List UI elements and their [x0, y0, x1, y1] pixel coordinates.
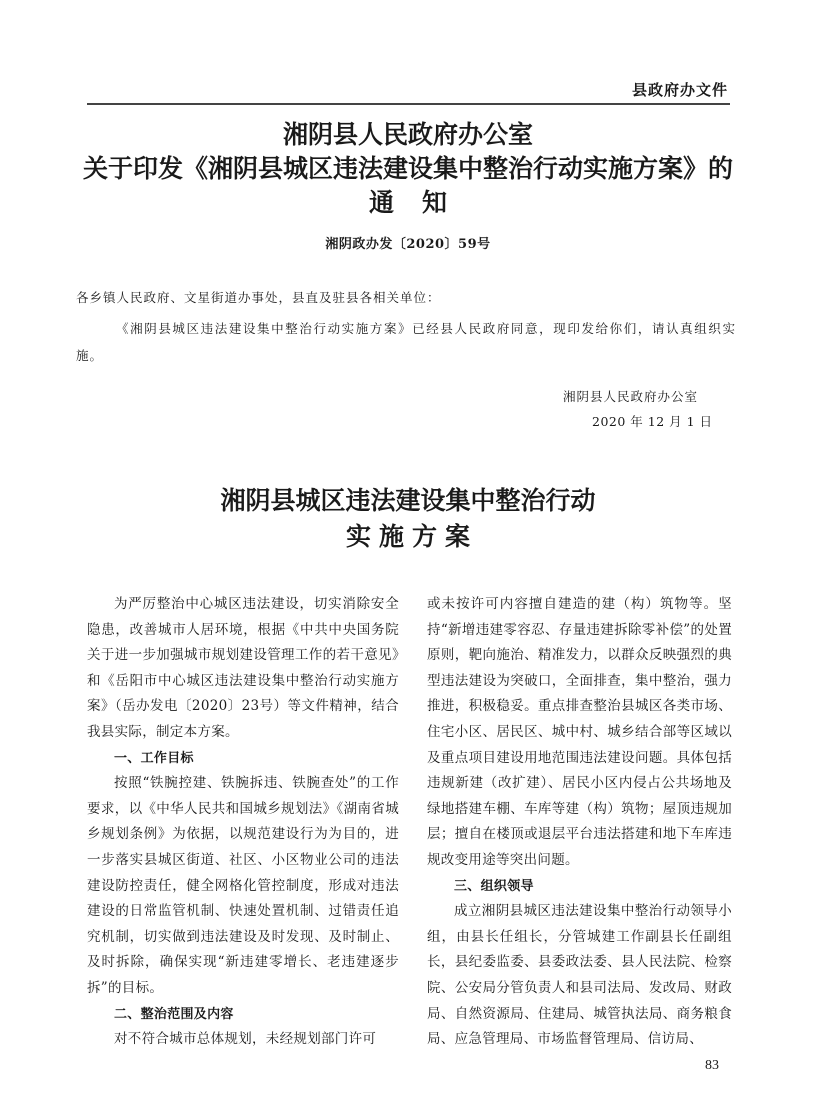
- notice-title: [0, 118, 816, 220]
- plan-title-line-2: 实施方案: [345, 522, 478, 551]
- notice-body: 《湘阴县城区违法建设集中整治行动实施方案》已经县人民政府同意，现印发给你们，请认真组织实施。: [76, 321, 736, 363]
- running-header: 县政府办文件: [631, 81, 728, 99]
- recipients: 各乡镇人民政府、文星街道办事处，县直及驻县各相关单位：: [76, 290, 441, 305]
- document-number: 湘阴政办发〔2020〕59号: [325, 237, 491, 252]
- plan-intro-paragraph: 为严厉整治中心城区违法建设，切实消除安全隐患，改善城市人居环境，根据《中共中央国务院关于进一步加强城市规划建设管理工作的若干意见》和《岳阳市中心城区违法建设集中整治行动实施方案》（岳办发电〔2020〕23号）等文件精神，结合我县实际，制定本方案。: [87, 596, 399, 740]
- section-heading-work-goals: 一、工作目标: [114, 750, 194, 766]
- plan-title-line-1: 湘阴县城区违法建设集中整治行动: [220, 486, 596, 515]
- section-heading-leadership: 三、组织领导: [454, 878, 534, 894]
- section-heading-scope: 二、整治范围及内容: [114, 1006, 234, 1022]
- section-paragraph-leadership: 成立湘阴县城区违法建设集中整治行动领导小组，由县长任组长，分管城建工作副县长任副组长，县纪委监委、县委政法委、县人民法院、检察院、公安局分管负责人和县司法局、发改局、财政局、自然资源局、住建局、城管执法局、商务粮食局、应急管理局、市场监督管理局、信访局、: [427, 903, 732, 1048]
- signature-organization: 湘阴县人民政府办公室: [563, 389, 699, 404]
- right-column: [427, 592, 732, 1053]
- left-column: [87, 592, 399, 1053]
- notice-title-line-2: 关于印发《湘阴县城区违法建设集中整治行动实施方案》的: [82, 154, 733, 183]
- plan-title: [0, 483, 816, 555]
- section-paragraph-scope-continued: 或未按许可内容擅自建造的建（构）筑物等。坚持“新增违建零容忍、存量违建拆除零补偿”的处置原则，靶向施治、精准发力，以群众反映强烈的典型违法建设为突破口，全面排查，集中整治，强力推进，积极稳妥。重点排查整治县城区各类市场、住宅小区、居民区、城中村、城乡结合部等区域以及重点项目建设用地范围违法建设问题。具体包括违规新建（改扩建）、居民小区内侵占公共场地及绿地搭建车棚、车库等建（构）筑物；屋顶违规加层；擅自在楼顶或退层平台违法搭建和地下车库违规改变用途等突出问题。: [427, 596, 732, 868]
- page-number: 83: [705, 1058, 719, 1073]
- section-paragraph-scope-start: 对不符合城市总体规划，未经规划部门许可: [114, 1031, 377, 1048]
- signature-date: 2020 年 12 月 1 日: [592, 414, 713, 429]
- notice-title-line-3: 通知: [368, 188, 475, 217]
- section-paragraph-work-goals: 按照“铁腕控建、铁腕拆违、铁腕查处”的工作要求，以《中华人民共和国城乡规划法》《湖南省城乡规划条例》为依据，以规范建设行为为目的，进一步落实县城区街道、社区、小区物业公司的违法建设防控责任，健全网格化管控制度，形成对违法建设的日常监管机制、快速处置机制、过错责任追究机制，切实做到违法建设及时发现、及时制止、及时拆除，确保实现“新违建零增长、老违建逐步拆”的目标。: [87, 775, 399, 996]
- header-rule: [87, 103, 730, 105]
- notice-title-line-1: 湘阴县人民政府办公室: [282, 120, 533, 149]
